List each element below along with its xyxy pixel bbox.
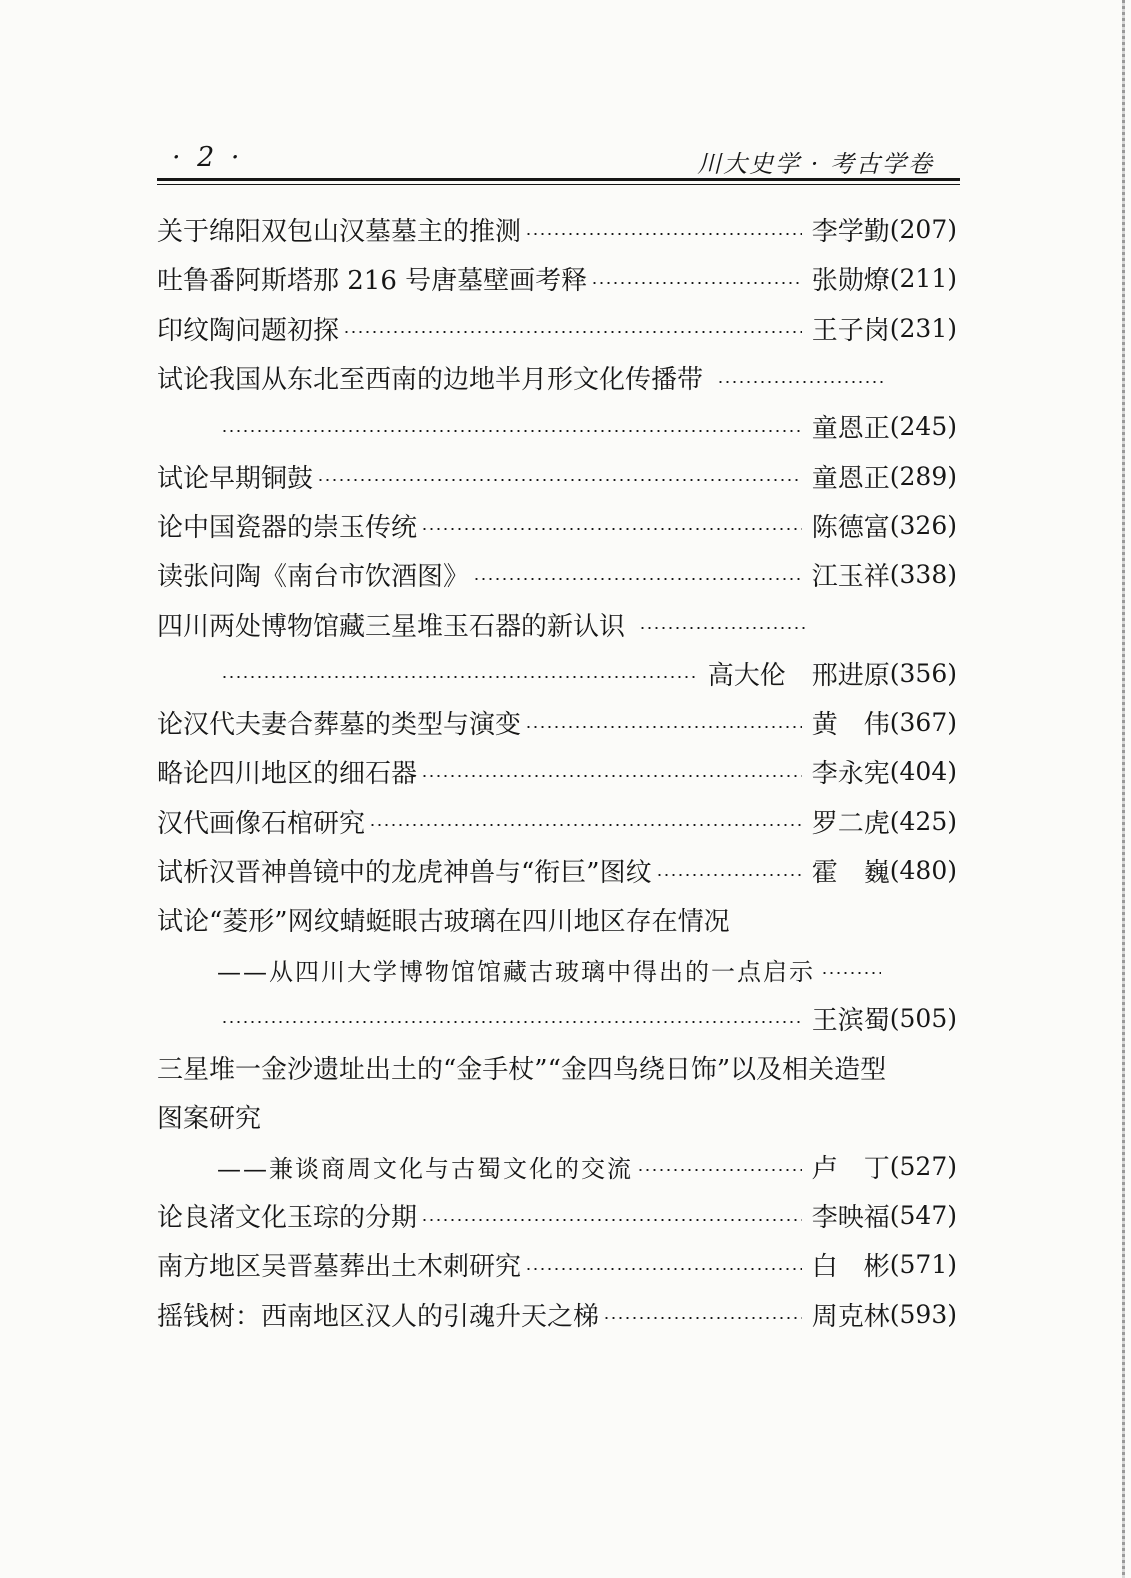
- toc-entry[interactable]: [157, 353, 957, 402]
- entry-title: 试论我国从东北至西南的边地半月形文化传播带: [157, 365, 704, 396]
- dot-leader: [525, 726, 802, 728]
- dot-leader: [317, 479, 802, 481]
- page-edge: [1122, 0, 1125, 1578]
- toc-entry[interactable]: [157, 451, 957, 500]
- entry-page: (356): [889, 658, 957, 688]
- entry-author: 黄 伟: [811, 710, 890, 741]
- toc-entry-continuation[interactable]: [157, 1092, 957, 1141]
- dot-leader: [591, 282, 802, 284]
- entry-author: 李映福: [811, 1203, 890, 1234]
- entry-author: 张勋燎: [811, 266, 890, 297]
- entry-author: 卢 丁: [811, 1153, 890, 1184]
- entry-title: 汉代画像石棺研究: [157, 808, 366, 839]
- entry-page: (231): [889, 313, 957, 343]
- entry-author: 童恩正: [811, 414, 890, 445]
- entry-page: (207): [889, 215, 957, 245]
- toc-entry[interactable]: [157, 304, 957, 353]
- toc-entry-subtitle[interactable]: [157, 1142, 957, 1191]
- entry-author: 王滨蜀: [811, 1005, 890, 1036]
- dot-leader: [473, 578, 802, 580]
- entry-title: 试析汉晋神兽镜中的龙虎神兽与“衔巨”图纹: [157, 858, 652, 888]
- toc-entry[interactable]: [157, 797, 957, 846]
- entry-page: (527): [889, 1151, 957, 1181]
- entry-subtitle: ——兼谈商周文化与古蜀文化的交流: [217, 1154, 633, 1183]
- toc-entry[interactable]: [157, 1191, 957, 1240]
- entry-page: (593): [889, 1299, 957, 1329]
- entry-title: 关于绵阳双包山汉墓墓主的推测: [157, 217, 522, 248]
- entry-page: (480): [889, 856, 957, 885]
- dot-leader: [717, 381, 887, 383]
- dot-leader: [369, 824, 802, 826]
- entry-title: 印纹陶问题初探: [157, 315, 340, 346]
- dot-leader: [343, 331, 802, 333]
- entry-author: 童恩正: [811, 463, 890, 494]
- dot-leader: [525, 1268, 802, 1270]
- entry-page: (245): [889, 412, 957, 442]
- entry-page: (404): [889, 757, 957, 787]
- entry-title: 摇钱树：西南地区汉人的引魂升天之梯: [157, 1301, 600, 1332]
- toc-entry-continuation[interactable]: [157, 994, 957, 1043]
- running-header: [160, 140, 960, 178]
- dot-leader: [525, 233, 802, 235]
- entry-title: 论汉代夫妻合葬墓的类型与演变: [157, 710, 522, 741]
- dot-leader: [221, 676, 698, 678]
- dot-leader: [637, 1169, 802, 1171]
- entry-page: (571): [889, 1250, 957, 1280]
- entry-page: (326): [889, 510, 957, 540]
- entry-author: 李学勤: [811, 217, 890, 248]
- toc-entry-continuation[interactable]: [157, 649, 957, 698]
- toc-entry[interactable]: [157, 501, 957, 550]
- entry-title: 试论早期铜鼓: [157, 463, 314, 494]
- entry-page: (211): [889, 264, 957, 294]
- entry-title: 图案研究: [157, 1104, 262, 1135]
- entry-author: 罗二虎: [811, 808, 890, 839]
- entry-page: (289): [889, 461, 957, 491]
- toc-entry[interactable]: [157, 1043, 957, 1092]
- toc-entry[interactable]: [157, 895, 957, 944]
- entry-title: 论良渚文化玉琮的分期: [157, 1203, 418, 1234]
- toc-entry[interactable]: [157, 747, 957, 796]
- dot-leader: [221, 430, 802, 432]
- entry-author: 霍 巍: [811, 858, 890, 888]
- dot-leader: [421, 528, 802, 530]
- toc-entry-subtitle[interactable]: [157, 944, 957, 993]
- entry-author: 高大伦 邢进原: [707, 660, 890, 691]
- toc-entry[interactable]: [157, 698, 957, 747]
- entry-page: (338): [889, 560, 957, 590]
- dot-leader: [603, 1317, 802, 1319]
- dot-leader: [821, 972, 881, 974]
- running-title: 川大史学 · 考古学卷: [697, 150, 934, 178]
- toc-entry[interactable]: [157, 599, 957, 648]
- dot-leader: [421, 775, 802, 777]
- dot-leader: [639, 627, 809, 629]
- toc-entry[interactable]: [157, 1290, 957, 1339]
- toc-entry[interactable]: [157, 1240, 957, 1289]
- entry-title: 试论“菱形”网纹蜻蜓眼古玻璃在四川地区存在情况: [157, 907, 730, 938]
- entry-title: 四川两处博物馆藏三星堆玉石器的新认识: [157, 611, 626, 642]
- page-number: · 2 ·: [172, 142, 244, 173]
- header-rule-thin: [157, 184, 960, 185]
- entry-title: 三星堆一金沙遗址出土的“金手杖”“金四鸟绕日饰”以及相关造型: [157, 1055, 887, 1086]
- entry-author: 王子岗: [811, 315, 890, 346]
- toc-entry[interactable]: [157, 550, 957, 599]
- table-of-contents: [157, 205, 957, 1339]
- toc-entry[interactable]: [157, 254, 957, 303]
- toc-entry[interactable]: [157, 205, 957, 254]
- toc-entry[interactable]: [157, 846, 957, 895]
- entry-page: (505): [889, 1003, 957, 1033]
- entry-title: 吐鲁番阿斯塔那 216 号唐墓壁画考释: [157, 266, 588, 297]
- entry-author: 周克林: [811, 1301, 890, 1332]
- entry-title: 读张问陶《南台市饮酒图》: [157, 562, 470, 593]
- entry-title: 南方地区吴晋墓葬出土木刺研究: [157, 1252, 522, 1283]
- entry-author: 白 彬: [811, 1252, 890, 1283]
- entry-title: 论中国瓷器的崇玉传统: [157, 512, 418, 543]
- entry-page: (367): [889, 708, 957, 738]
- entry-page: (547): [889, 1201, 957, 1231]
- entry-title: 略论四川地区的细石器: [157, 759, 418, 790]
- toc-entry-continuation[interactable]: [157, 402, 957, 451]
- entry-subtitle: ——从四川大学博物馆馆藏古玻璃中得出的一点启示: [217, 957, 815, 986]
- header-rule-thick: [157, 178, 960, 181]
- dot-leader: [656, 874, 802, 876]
- entry-author: 江玉祥: [811, 562, 890, 593]
- dot-leader: [421, 1219, 802, 1221]
- entry-page: (425): [889, 806, 957, 836]
- entry-author: 陈德富: [811, 512, 890, 543]
- dot-leader: [221, 1021, 802, 1023]
- entry-author: 李永宪: [811, 759, 890, 790]
